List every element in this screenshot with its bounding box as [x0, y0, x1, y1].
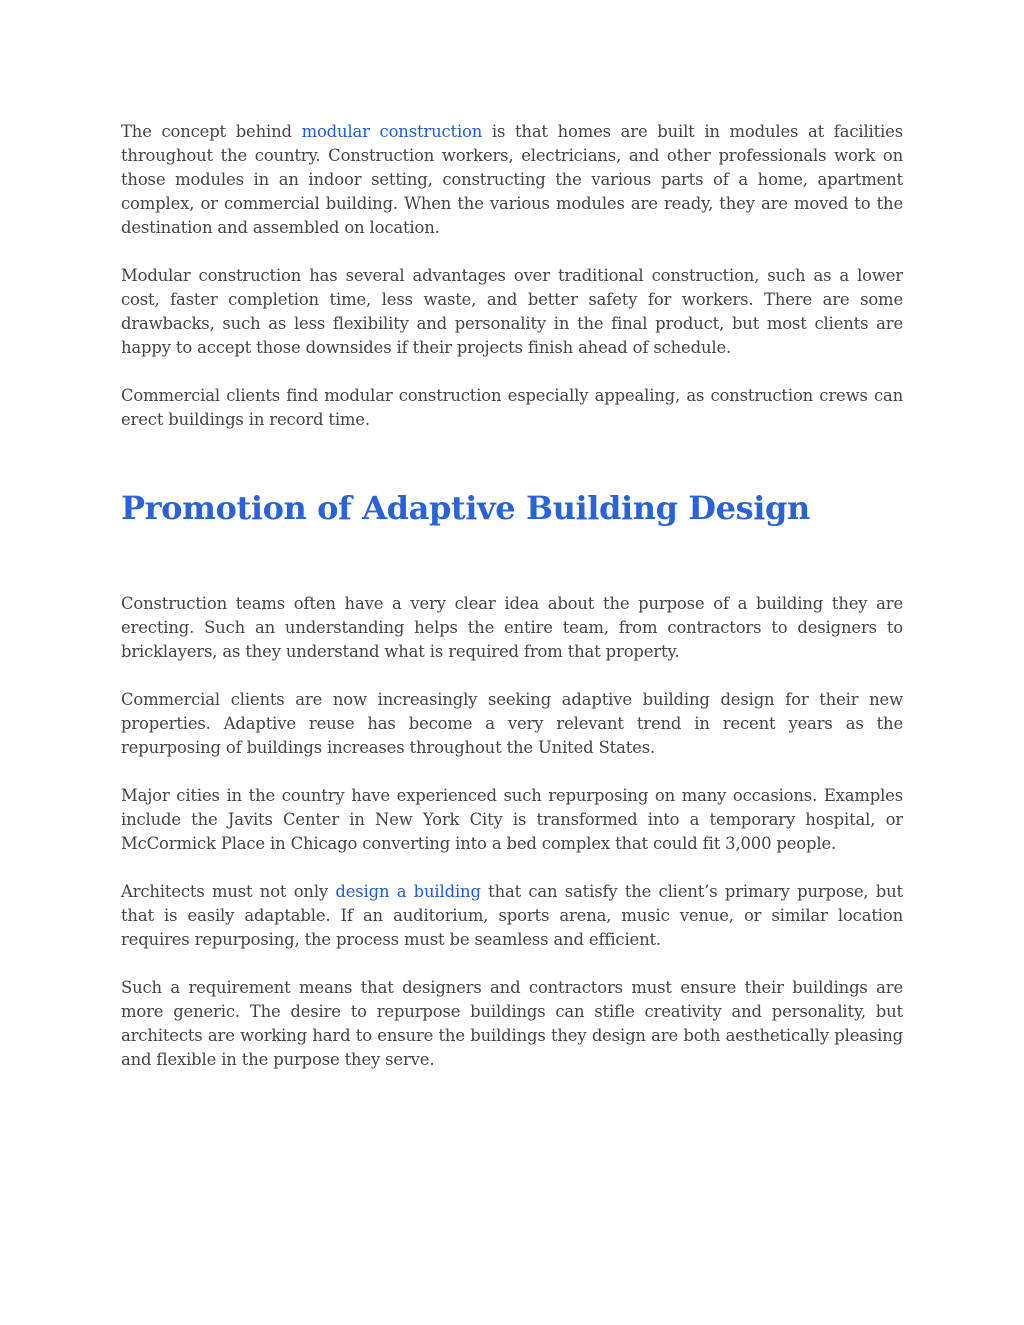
- section-paragraph-1: Construction teams often have a very clear idea about the purpose of a building they are erecting. Such an understanding helps the entire team, from contractors to designers to bricklayers, as they understand what is required from that property.: [121, 594, 903, 661]
- modular-construction-link[interactable]: modular construction: [301, 122, 483, 141]
- intro-paragraph-3: Commercial clients find modular construction especially appealing, as construction crews can erect buildings in record time.: [121, 386, 903, 429]
- intro-paragraph-1-text-after: is that homes are built in modules at facilities throughout the country. Construction workers, electricians, and other professionals work on those modules in an indoor setting, constructing the various parts of a home, apartment complex, or commercial building. When the various modules are ready, they are moved to the destination and assembled on location.: [121, 122, 903, 237]
- section-paragraph-4-text-after: that can satisfy the client’s primary purpose, but that is easily adaptable. If an auditorium, sports arena, music venue, or similar location requires repurposing, the process must be seamless and efficient.: [121, 882, 903, 949]
- section-heading: Promotion of Adaptive Building Design: [121, 489, 810, 527]
- intro-paragraph-1: [121, 120, 903, 240]
- section-paragraph-3: Major cities in the country have experienced such repurposing on many occasions. Examples include the Javits Center in New York City is transformed into a temporary hospital, or McCormick Place in Chicago converting into a bed complex that could fit 3,000 people.: [121, 786, 903, 853]
- section-paragraph-4-text-before: Architects must not only: [121, 882, 336, 901]
- section-paragraph-5: Such a requirement means that designers and contractors must ensure their buildings are more generic. The desire to repurpose buildings can stifle creativity and personality, but architects are working hard to ensure the buildings they design are both aesthetically pleasing and flexible in the purpose they serve.: [121, 978, 903, 1069]
- document-page: [121, 120, 903, 1072]
- section-paragraph-2: Commercial clients are now increasingly seeking adaptive building design for their new properties. Adaptive reuse has become a very relevant trend in recent years as the repurposing of buildings increases throughout the United States.: [121, 690, 903, 757]
- design-a-building-link[interactable]: design a building: [335, 882, 481, 901]
- intro-paragraph-2: Modular construction has several advantages over traditional construction, such as a lower cost, faster completion time, less waste, and better safety for workers. There are some drawbacks, such as less flexibility and personality in the final product, but most clients are happy to accept those downsides if their projects finish ahead of schedule.: [121, 266, 903, 357]
- section-paragraph-4: [121, 880, 903, 952]
- intro-paragraph-1-text-before: The concept behind: [121, 122, 302, 141]
